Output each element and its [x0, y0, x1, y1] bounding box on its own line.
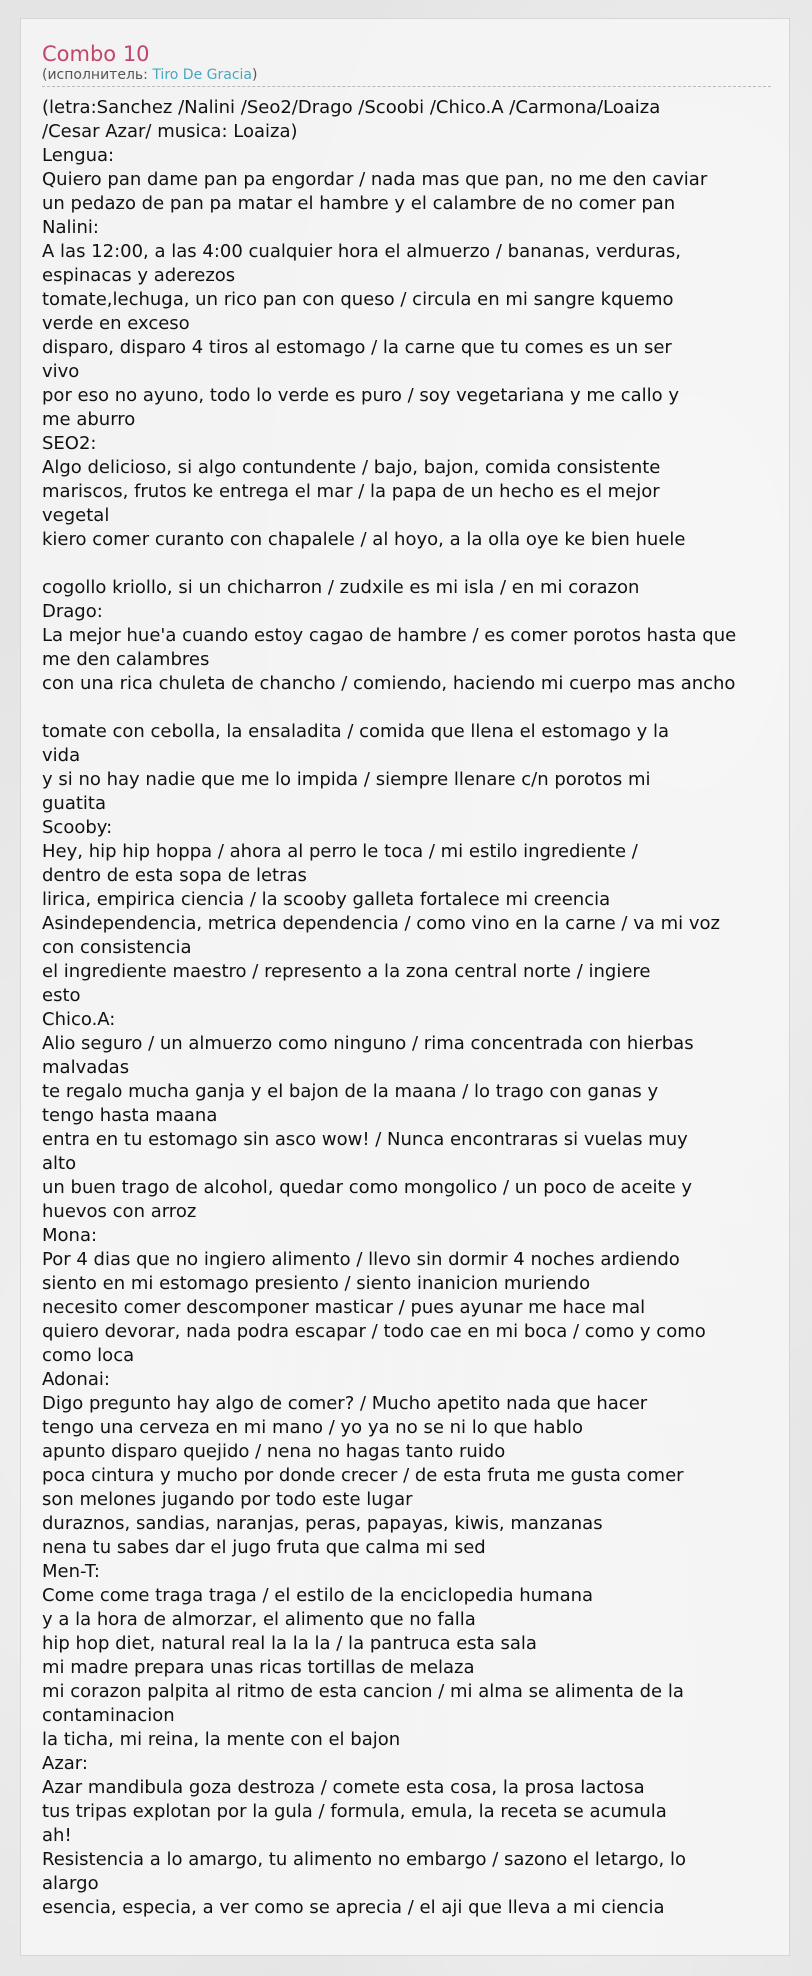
lyric-line: [42, 552, 790, 576]
lyric-line: Azar mandibula goza destroza / comete esta cosa, la prosa lactosa: [42, 1777, 645, 1798]
lyric-line: Come come traga traga / el estilo de la enciclopedia humana: [42, 1585, 594, 1606]
lyric-line: /Cesar Azar/ musica: Loaiza): [42, 121, 298, 142]
lyric-line: malvadas: [42, 1057, 130, 1078]
lyric-line: me den calambres: [42, 649, 210, 670]
lyric-line: guatita: [42, 793, 107, 814]
lyric-line: alto: [42, 1153, 77, 1174]
lyric-line: mariscos, frutos ke entrega el mar / la papa de un hecho es el mejor: [42, 481, 660, 502]
lyric-line: tengo una cerveza en mi mano / yo ya no se ni lo que hablo: [42, 1417, 584, 1438]
lyric-line: el ingrediente maestro / represento a la zona central norte / ingiere: [42, 961, 651, 982]
lyric-line: lirica, empirica ciencia / la scooby galleta fortalece mi creencia: [42, 889, 611, 910]
lyric-line: tomate con cebolla, la ensaladita / comida que llena el estomago y la: [42, 721, 670, 742]
lyric-line: A las 12:00, a las 4:00 cualquier hora el almuerzo / bananas, verduras,: [42, 241, 681, 262]
lyric-line: la ticha, mi reina, la mente con el bajon: [42, 1729, 401, 1750]
lyric-line: verde en exceso: [42, 313, 190, 334]
lyric-line: y si no hay nadie que me lo impida / siempre llenare c/n porotos mi: [42, 769, 651, 790]
lyric-line: mi corazon palpita al ritmo de esta cancion / mi alma se alimenta de la: [42, 1681, 684, 1702]
lyric-line: Adonai:: [42, 1369, 110, 1390]
lyric-line: Nalini:: [42, 217, 99, 238]
lyric-line: mi madre prepara unas ricas tortillas de melaza: [42, 1657, 475, 1678]
lyric-line: tomate,lechuga, un rico pan con queso / circula en mi sangre kquemo: [42, 289, 674, 310]
lyric-line: quiero devorar, nada podra escapar / todo cae en mi boca / como y como: [42, 1321, 706, 1342]
lyric-line: espinacas y aderezos: [42, 265, 236, 286]
lyric-line: vivo: [42, 361, 80, 382]
lyric-line: (letra:Sanchez /Nalini /Seo2/Drago /Scoobi /Chico.A /Carmona/Loaiza: [42, 97, 661, 118]
lyric-line: te regalo mucha ganja y el bajon de la maana / lo trago con ganas y: [42, 1081, 659, 1102]
lyric-line: Alio seguro / un almuerzo como ninguno / rima concentrada con hierbas: [42, 1033, 694, 1054]
lyric-line: kiero comer curanto con chapalele / al hoyo, a la olla oye ke bien huele: [42, 529, 686, 550]
lyric-line: esto: [42, 985, 81, 1006]
lyric-line: tus tripas explotan por la gula / formula, emula, la receta se acumula: [42, 1801, 667, 1822]
lyric-line: y a la hora de almorzar, el alimento que no falla: [42, 1609, 476, 1630]
lyric-line: tengo hasta maana: [42, 1105, 218, 1126]
artist-link[interactable]: Tiro De Gracia: [152, 67, 252, 83]
lyric-line: cogollo kriollo, si un chicharron / zudxile es mi isla / en mi corazon: [42, 577, 640, 598]
lyric-line: Men-T:: [42, 1561, 100, 1582]
lyric-line: alargo: [42, 1873, 99, 1894]
lyric-line: con consistencia: [42, 937, 192, 958]
lyric-line: me aburro: [42, 409, 136, 430]
lyric-line: nena tu sabes dar el jugo fruta que calma mi sed: [42, 1537, 486, 1558]
lyric-line: por eso no ayuno, todo lo verde es puro / soy vegetariana y me callo y: [42, 385, 680, 406]
lyric-line: como loca: [42, 1345, 135, 1366]
lyric-line: Scooby:: [42, 817, 113, 838]
lyric-line: esencia, especia, a ver como se aprecia / el aji que lleva a mi ciencia: [42, 1897, 665, 1918]
lyric-line: entra en tu estomago sin asco wow! / Nunca encontraras si vuelas muy: [42, 1129, 688, 1150]
lyric-line: ah!: [42, 1825, 72, 1846]
lyric-line: poca cintura y mucho por donde crecer / de esta fruta me gusta comer: [42, 1465, 684, 1486]
lyric-line: Drago:: [42, 601, 103, 622]
artist-prefix: (исполнитель:: [42, 67, 153, 83]
lyric-line: Quiero pan dame pan pa engordar / nada mas que pan, no me den caviar: [42, 169, 708, 190]
lyric-line: vegetal: [42, 505, 110, 526]
lyric-line: huevos con arroz: [42, 1201, 197, 1222]
lyric-line: Algo delicioso, si algo contundente / bajo, bajon, comida consistente: [42, 457, 661, 478]
artist-line: [42, 67, 771, 87]
lyric-line: un pedazo de pan pa matar el hambre y el calambre de no comer pan: [42, 193, 676, 214]
lyric-line: [42, 696, 790, 720]
lyric-line: Mona:: [42, 1225, 98, 1246]
lyric-line: Hey, hip hip hoppa / ahora al perro le toca / mi estilo ingrediente /: [42, 841, 638, 862]
song-title: Combo 10: [42, 42, 150, 66]
lyric-line: SEO2:: [42, 433, 97, 454]
lyric-line: Resistencia a lo amargo, tu alimento no embargo / sazono el letargo, lo: [42, 1849, 686, 1870]
lyric-line: Digo pregunto hay algo de comer? / Mucho apetito nada que hacer: [42, 1393, 648, 1414]
lyrics-card: [20, 18, 790, 1956]
lyric-line: siento en mi estomago presiento / siento inanicion muriendo: [42, 1273, 591, 1294]
lyric-line: contaminacion: [42, 1705, 175, 1726]
lyric-line: Chico.A:: [42, 1009, 116, 1030]
lyric-line: con una rica chuleta de chancho / comiendo, haciendo mi cuerpo mas ancho: [42, 673, 736, 694]
lyric-line: Azar:: [42, 1753, 88, 1774]
lyric-line: Asindependencia, metrica dependencia / como vino en la carne / va mi voz: [42, 913, 720, 934]
lyric-line: Por 4 dias que no ingiero alimento / llevo sin dormir 4 noches ardiendo: [42, 1249, 680, 1270]
lyric-line: son melones jugando por todo este lugar: [42, 1489, 413, 1510]
lyric-line: apunto disparo quejido / nena no hagas tanto ruido: [42, 1441, 506, 1462]
lyrics-body: [42, 96, 790, 1920]
lyric-line: disparo, disparo 4 tiros al estomago / la carne que tu comes es un ser: [42, 337, 672, 358]
lyric-line: hip hop diet, natural real la la la / la pantruca esta sala: [42, 1633, 537, 1654]
artist-suffix: ): [251, 67, 258, 83]
lyric-line: dentro de esta sopa de letras: [42, 865, 307, 886]
lyric-line: necesito comer descomponer masticar / pues ayunar me hace mal: [42, 1297, 646, 1318]
lyric-line: un buen trago de alcohol, quedar como mongolico / un poco de aceite y: [42, 1177, 693, 1198]
lyric-line: La mejor hue'a cuando estoy cagao de hambre / es comer porotos hasta que: [42, 625, 737, 646]
lyric-line: vida: [42, 745, 81, 766]
lyric-line: duraznos, sandias, naranjas, peras, papayas, kiwis, manzanas: [42, 1513, 603, 1534]
lyric-line: Lengua:: [42, 145, 115, 166]
